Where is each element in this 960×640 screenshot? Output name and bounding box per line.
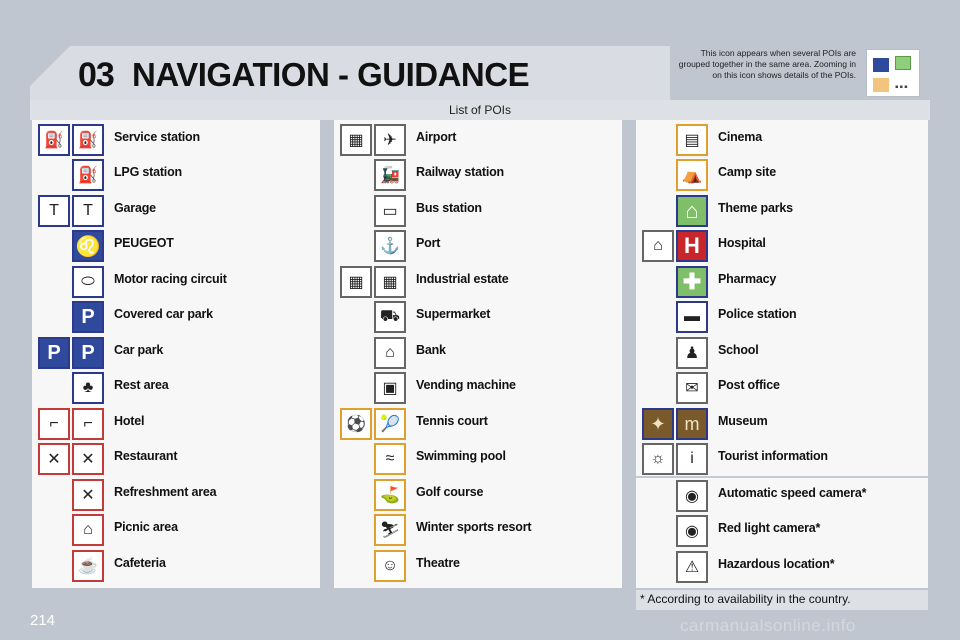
covered-parking-icon: P (72, 301, 104, 333)
poi-label: Automatic speed camera* (718, 486, 867, 500)
poi-label: Bus station (416, 201, 482, 215)
envelope-icon: ✉ (676, 372, 708, 404)
poi-label: Post office (718, 378, 780, 392)
speed-camera-icon: ◉ (676, 480, 708, 512)
poi-column-2 (334, 120, 622, 588)
skier-icon: ⛷ (374, 514, 406, 546)
film-icon: ▤ (676, 124, 708, 156)
peugeot-lion-icon: ♌ (72, 230, 104, 262)
poi-label: Vending machine (416, 378, 516, 392)
page-title: NAVIGATION - GUIDANCE (132, 56, 530, 93)
poi-label: PEUGEOT (114, 236, 174, 250)
bed-icon: ⌐ (72, 408, 104, 440)
hazard-triangle-icon: ⚠ (676, 551, 708, 583)
list-item (334, 335, 622, 370)
poi-label: Hospital (718, 236, 766, 250)
list-item (636, 157, 928, 192)
fuel-pump-icon: ⛽ (72, 124, 104, 156)
group-icon-note: This icon appears when several POIs are grouped together in the same area. Zooming in on this icon shows details of the POIs. (678, 48, 856, 80)
poi-label: Covered car park (114, 307, 213, 321)
bank-icon: ⌂ (374, 337, 406, 369)
list-item (334, 122, 622, 157)
grouped-pois-icon (866, 49, 920, 97)
list-item (32, 335, 320, 370)
rest-area-icon: ♣ (72, 372, 104, 404)
sport-multi-icon: ⚽ (340, 408, 372, 440)
list-item (636, 264, 928, 299)
poi-label: Refreshment area (114, 485, 217, 499)
poi-label: Cinema (718, 130, 762, 144)
list-item (636, 513, 928, 548)
poi-label: Golf course (416, 485, 484, 499)
swimmer-icon: ≈ (374, 443, 406, 475)
airport-multi-icon: ▦ (340, 124, 372, 156)
list-item (32, 122, 320, 157)
camping-icon: ⛺ (676, 159, 708, 191)
pharmacy-cross-icon: ✚ (676, 266, 708, 298)
list-item (636, 441, 928, 476)
public-building-icon: ⌂ (642, 230, 674, 262)
wrench-icon: T (38, 195, 70, 227)
viewpoint-icon: ☼ (642, 443, 674, 475)
list-item (334, 477, 622, 512)
list-item (334, 441, 622, 476)
list-item (636, 406, 928, 441)
poi-label: Bank (416, 343, 446, 357)
ship-icon: ⚓ (374, 230, 406, 262)
list-item (636, 335, 928, 370)
refreshment-icon: ✕ (72, 479, 104, 511)
poi-label: Garage (114, 201, 156, 215)
poi-label: Theme parks (718, 201, 793, 215)
list-item (636, 193, 928, 228)
list-item (32, 157, 320, 192)
parking-icon: P (72, 337, 104, 369)
group-square-blue (873, 58, 889, 72)
poi-label: Airport (416, 130, 457, 144)
poi-label: Red light camera* (718, 521, 821, 535)
list-item (32, 512, 320, 547)
list-caption: List of POIs (30, 100, 930, 120)
poi-column-1 (32, 120, 320, 588)
poi-label: Museum (718, 414, 768, 428)
poi-label: Swimming pool (416, 449, 506, 463)
poi-label: Port (416, 236, 441, 250)
atm-icon: ▣ (374, 372, 406, 404)
list-item (32, 228, 320, 263)
list-item (636, 122, 928, 157)
page-number: 214 (30, 612, 56, 629)
group-square-green (895, 56, 911, 70)
list-item (334, 228, 622, 263)
poi-label: Police station (718, 307, 797, 321)
poi-label: Tourist information (718, 449, 828, 463)
school-children-icon: ♟ (676, 337, 708, 369)
museum-icon: m (676, 408, 708, 440)
page-header (30, 46, 930, 100)
list-item (636, 478, 928, 513)
fork-knife-icon: ✕ (38, 443, 70, 475)
coffee-cup-icon: ☕ (72, 550, 104, 582)
golf-icon: ⛳ (374, 479, 406, 511)
poi-label: Supermarket (416, 307, 491, 321)
parking-icon: P (38, 337, 70, 369)
watermark: carmanualsonline.info (680, 616, 856, 635)
poi-label: Car park (114, 343, 164, 357)
poi-label: Picnic area (114, 520, 178, 534)
train-icon: 🚂 (374, 159, 406, 191)
list-item (32, 406, 320, 441)
poi-label: School (718, 343, 759, 357)
list-item (334, 264, 622, 299)
list-item (32, 193, 320, 228)
list-item (32, 370, 320, 405)
list-item (334, 193, 622, 228)
poi-label: Theatre (416, 556, 460, 570)
list-item (334, 299, 622, 334)
poi-label: Camp site (718, 165, 776, 179)
list-item (32, 299, 320, 334)
racing-circuit-icon: ⬭ (72, 266, 104, 298)
poi-label: Tennis court (416, 414, 488, 428)
poi-label: Motor racing circuit (114, 272, 227, 286)
list-item (32, 477, 320, 512)
monument-icon: ✦ (642, 408, 674, 440)
bus-icon: ▭ (374, 195, 406, 227)
shopping-cart-icon: ⛟ (374, 301, 406, 333)
poi-label: Industrial estate (416, 272, 509, 286)
tennis-icon: 🎾 (374, 408, 406, 440)
list-item (636, 370, 928, 405)
lpg-pump-icon: ⛽ (72, 159, 104, 191)
list-item (334, 370, 622, 405)
poi-label: Winter sports resort (416, 520, 532, 534)
info-icon: i (676, 443, 708, 475)
factory-icon: ▦ (340, 266, 372, 298)
list-item (636, 299, 928, 334)
list-item (334, 406, 622, 441)
poi-label: Cafeteria (114, 556, 166, 570)
poi-column-3 (636, 120, 928, 588)
list-item (32, 264, 320, 299)
airplane-icon: ✈ (374, 124, 406, 156)
group-square-orange (873, 78, 889, 92)
fuel-pump-icon: ⛽ (38, 124, 70, 156)
red-light-camera-icon: ◉ (676, 515, 708, 547)
list-item (32, 441, 320, 476)
theatre-icon: ☺ (374, 550, 406, 582)
fork-knife-icon: ✕ (72, 443, 104, 475)
list-item (334, 512, 622, 547)
chapter-number: 03 (78, 56, 114, 94)
factory-icon: ▦ (374, 266, 406, 298)
list-item (636, 228, 928, 263)
picnic-icon: ⌂ (72, 514, 104, 546)
poi-label: Hotel (114, 414, 145, 428)
poi-label: Railway station (416, 165, 504, 179)
list-item (334, 157, 622, 192)
list-item (334, 548, 622, 583)
poi-label: LPG station (114, 165, 182, 179)
availability-footnote: * According to availability in the country. (636, 590, 928, 610)
poi-label: Service station (114, 130, 200, 144)
group-dots: ▪▪▪ (895, 82, 909, 93)
poi-label: Pharmacy (718, 272, 777, 286)
police-icon: ▬ (676, 301, 708, 333)
poi-label: Hazardous location* (718, 557, 835, 571)
bed-icon: ⌐ (38, 408, 70, 440)
list-item (636, 549, 928, 584)
wrench-icon: T (72, 195, 104, 227)
theme-park-icon: ⌂ (676, 195, 708, 227)
list-item (32, 548, 320, 583)
hospital-icon: H (676, 230, 708, 262)
poi-label: Rest area (114, 378, 169, 392)
poi-label: Restaurant (114, 449, 178, 463)
